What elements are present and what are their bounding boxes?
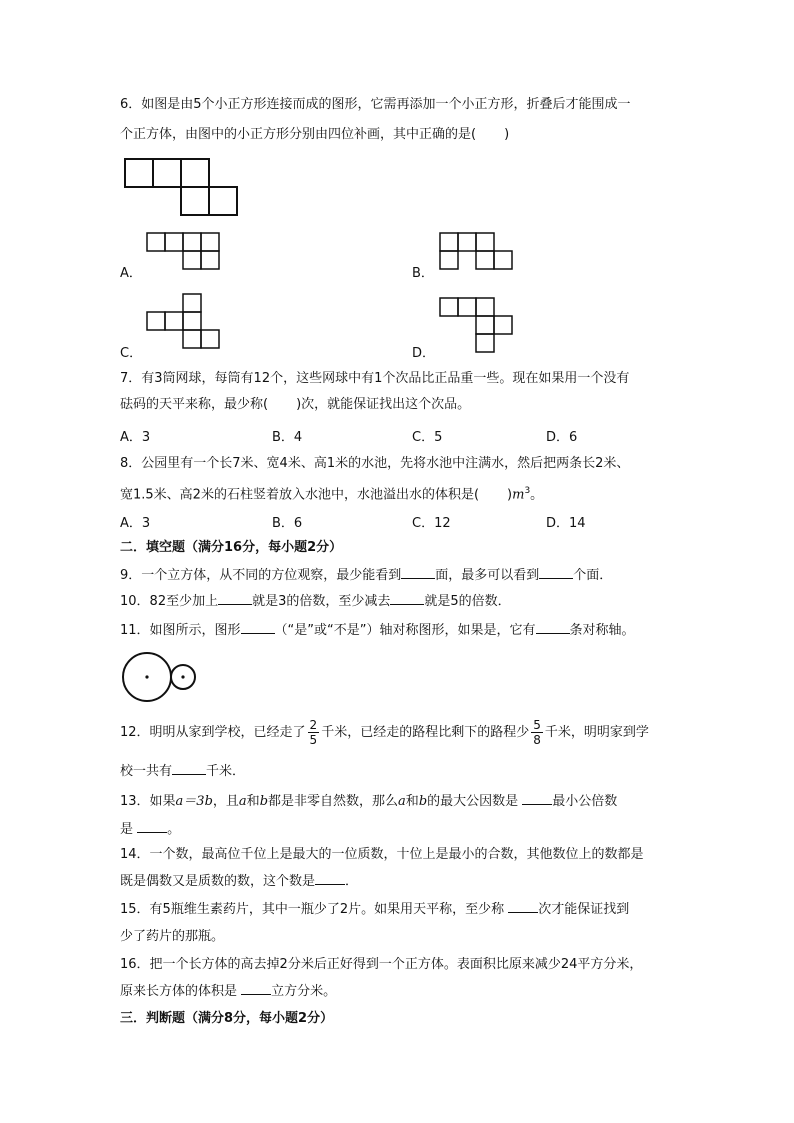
q8-period: 。 [530, 487, 544, 503]
q8-option-c[interactable]: C．12 [412, 516, 451, 531]
q12-text-b: 千米，已经走的路程比剩下的路程少 [321, 725, 530, 740]
q16-line2 [120, 982, 336, 1001]
var-a: a [238, 794, 247, 809]
section-3-heading: 三．判断题（满分8分，每小题2分） [120, 1011, 334, 1026]
q13-line2 [120, 820, 180, 839]
q13-text-c: 都是非零自然数，那么 [268, 794, 399, 809]
q16-line2-text: 原来长方体的体积是 [120, 984, 238, 999]
q14-line2 [120, 872, 358, 891]
fraction-5-8: $\frac{5}{8}$ [533, 718, 541, 747]
q8-option-b[interactable]: B．6 [272, 516, 303, 531]
q15-text-b: 次才能保证找到 [538, 902, 630, 917]
q10-text-b: 就是3的倍数，至少减去 [252, 594, 391, 609]
var-a: a [398, 794, 406, 809]
q16-line2-end: 立方分米。 [271, 984, 337, 999]
q12-line1 [120, 716, 649, 750]
q13-text-d: 的最大公因数是 [427, 794, 519, 809]
q15-blank[interactable] [508, 900, 538, 913]
q8-line1: 8．公园里有一个长7米、宽4米、高1米的水池，先将水池中注满水，然后把两条长2米、 [120, 456, 630, 471]
q7-line2 [120, 396, 470, 414]
q9-text-b: 面，最多可以看到 [435, 568, 540, 583]
q9-blank-2[interactable] [539, 566, 573, 579]
q6-net-figure [124, 158, 238, 216]
q6-option-d-label[interactable]: D． [412, 346, 436, 361]
q10-blank-1[interactable] [218, 592, 252, 605]
q10-blank-2[interactable] [390, 592, 424, 605]
q11-text-a: 11．如图所示，图形 [120, 623, 241, 638]
q11-text-c: 条对称轴。 [569, 623, 635, 638]
unit-m: m [512, 487, 525, 503]
q12-text-c: 千米，明明家到学 [544, 725, 649, 740]
q12-blank[interactable] [172, 762, 206, 775]
q12-text-a: 12．明明从家到学校，已经走了 [120, 725, 306, 740]
q7-option-a[interactable]: A．3 [120, 430, 151, 445]
q13-line2-end: 。 [167, 822, 181, 837]
q7-line1: 7．有3筒网球，每筒有12个，这些网球中有1个次品比正品重一些。现在如果用一个没有 [120, 371, 630, 386]
q7-option-b[interactable]: B．4 [272, 430, 303, 445]
q6-line2 [120, 126, 509, 144]
q6-option-b-figure[interactable] [439, 232, 513, 270]
q13-and: 和 [405, 794, 419, 809]
q14-line2-text: 既是偶数又是质数的数，这个数是 [120, 874, 316, 889]
section-2-heading: 二．填空题（满分16分，每小题2分） [120, 540, 343, 555]
q8-line2-text: 宽1.5米、高2米的石柱竖着放入水池中，水池溢出水的体积是( [120, 487, 480, 503]
q11-blank-2[interactable] [536, 621, 570, 634]
q11-circles-figure [122, 652, 200, 702]
q6-option-a-label[interactable]: A． [120, 266, 142, 281]
q12-line2 [120, 762, 245, 781]
q6-line1: 6．如图是由5个小正方形连接而成的图形，它需再添加一个小正方形，折叠后才能围成一 [120, 97, 631, 112]
q13-line2-text: 是 [120, 822, 134, 837]
q9-text-c: 个面． [573, 568, 613, 583]
q13-text-e: 最小公倍数 [552, 794, 618, 809]
q13-equation: a＝3b [175, 794, 213, 809]
q13-line1 [120, 792, 617, 811]
q10-text-c: 就是5的倍数． [424, 594, 511, 609]
var-b: b [418, 794, 428, 809]
q9-text-a: 9．一个立方体，从不同的方位观察，最少能看到 [120, 568, 402, 583]
q8-line2 [120, 482, 543, 504]
q8-option-d[interactable]: D．14 [546, 516, 586, 531]
q11-blank-1[interactable] [241, 621, 275, 634]
q6-option-a-figure[interactable] [146, 232, 220, 270]
q6-line2-text: 个正方体，由图中的小正方形分别由四位补画，其中正确的是( [120, 127, 477, 142]
q13-blank-1[interactable] [522, 792, 552, 805]
q9-line [120, 566, 612, 585]
q6-option-b-label[interactable]: B． [412, 266, 434, 281]
q6-line2-close: ) [504, 127, 510, 142]
q13-and: 和 [246, 794, 260, 809]
q15-text-a: 15．有5瓶维生素药片，其中一瓶少了2片。如果用天平称，至少称 [120, 902, 505, 917]
q16-blank[interactable] [241, 982, 271, 995]
q12-line2-rest: 千米． [206, 764, 246, 779]
q16-line1: 16．把一个长方体的高去掉2分米后正好得到一个正方体。表面积比原来减少24平方分米， [120, 957, 643, 972]
q15-line1 [120, 900, 629, 919]
var-b: b [259, 794, 269, 809]
q10-text-a: 10．82至少加上 [120, 594, 219, 609]
q6-option-c-label[interactable]: C． [120, 346, 143, 361]
q9-blank-1[interactable] [401, 566, 435, 579]
q7-option-c[interactable]: C．5 [412, 430, 443, 445]
q7-line2-text: 砝码的天平来称，最少称( [120, 397, 269, 412]
q14-line1: 14．一个数，最高位千位上是最大的一位质数，十位上是最小的合数，其他数位上的数都是 [120, 847, 644, 862]
unit-exponent: 3 [524, 486, 531, 496]
q8-option-a[interactable]: A．3 [120, 516, 151, 531]
q13-text-a: 13．如果 [120, 794, 176, 809]
q7-option-d[interactable]: D．6 [546, 430, 578, 445]
q13-text-b: ，且 [212, 794, 239, 809]
q15-line2: 少了药片的那瓶。 [120, 929, 225, 944]
q12-line2-text: 校一共有 [120, 764, 173, 779]
q11-line [120, 621, 635, 640]
q14-line2-end: ． [345, 874, 359, 889]
q7-line2-rest: )次，就能保证找出这个次品。 [296, 397, 471, 412]
q14-blank[interactable] [315, 872, 345, 885]
q6-option-d-figure[interactable] [439, 297, 513, 353]
q13-blank-2[interactable] [137, 820, 167, 833]
q6-option-c-figure[interactable] [146, 293, 220, 349]
fraction-2-5: $\frac{2}{5}$ [309, 718, 318, 747]
q11-text-b: （“是”或“不是”）轴对称图形，如果是，它有 [274, 623, 536, 638]
q10-line [120, 592, 511, 611]
q8-line2-close: ) [507, 487, 513, 503]
